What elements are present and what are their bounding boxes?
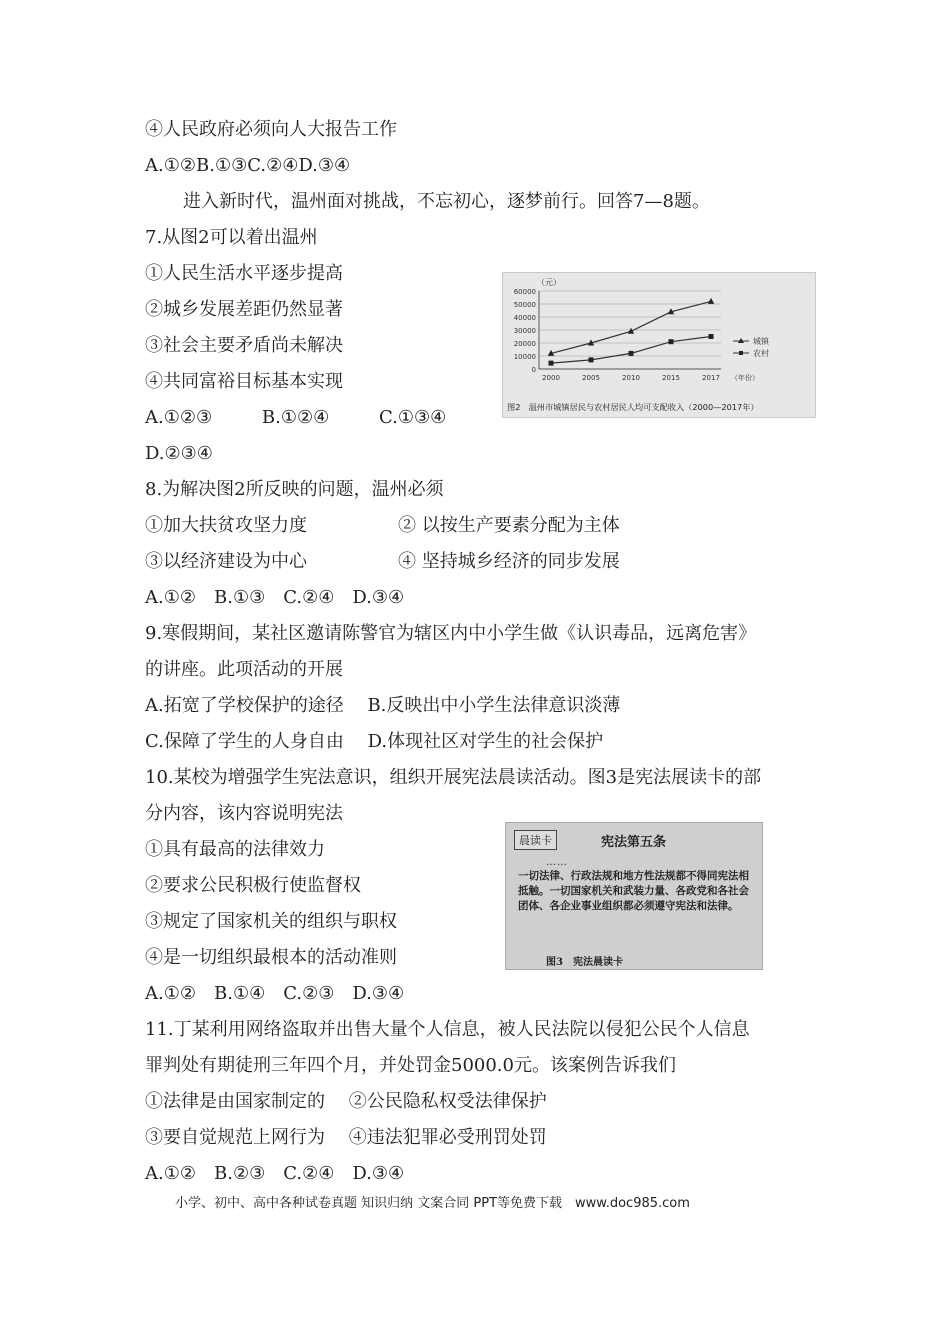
question-7-option-d: D.②③④ — [145, 443, 213, 464]
question-8-item-1: ①加大扶贫攻坚力度 — [145, 515, 307, 536]
y-tick-label: 20000 — [513, 340, 536, 348]
question-10-item-3: ③规定了国家机关的组织与职权 — [145, 911, 397, 932]
legend-label-城镇: 城镇 — [753, 337, 769, 346]
question-9-options-cd: C.保障了学生的人身自由 D.体现社区对学生的社会保护 — [145, 731, 604, 752]
question-11-items-12: ①法律是由国家制定的 ②公民隐私权受法律保护 — [145, 1091, 547, 1112]
line-prev-option-4: ④人民政府必须向人大报告工作 — [145, 119, 397, 140]
figure-2-chart — [502, 272, 816, 418]
data-point-农村 — [669, 339, 674, 344]
series-line-农村 — [551, 337, 711, 364]
question-11-items-34: ③要自觉规范上网行为 ④违法犯罪必受刑罚处罚 — [145, 1127, 547, 1148]
question-10-options: A.①② B.①④ C.②③ D.③④ — [145, 983, 405, 1004]
question-9-stem-cont: 的讲座。此项活动的开展 — [145, 659, 343, 680]
section-intro: 进入新时代，温州面对挑战，不忘初心，逐梦前行。回答7—8题。 — [183, 191, 710, 212]
figure-3-reading-card — [505, 822, 763, 970]
y-tick-label: 0 — [531, 366, 536, 374]
question-8-stem: 8.为解决图2所反映的问题，温州必须 — [145, 479, 444, 500]
card-tag: 晨读卡 — [514, 830, 557, 850]
card-caption: 图3 宪法晨读卡 — [546, 957, 623, 968]
x-tick-label: 2005 — [582, 374, 600, 382]
question-8-options: A.①② B.①③ C.②④ D.③④ — [145, 587, 405, 608]
y-tick-label: 50000 — [513, 301, 536, 309]
question-11-stem-cont: 罪判处有期徒刑三年四个月，并处罚金5000.0元。该案例告诉我们 — [145, 1055, 676, 1076]
option-c: C.①③④ — [378, 407, 447, 428]
y-axis-unit-label: （元） — [537, 278, 561, 287]
footer-banner: 小学、初中、高中各种试卷真题 知识归纳 文案合同 PPT等免费下载 www.doc985.com — [175, 1196, 690, 1211]
x-tick-label: 2015 — [662, 374, 680, 382]
x-tick-label: 2017 — [702, 374, 720, 382]
question-8-item-4: ④ 坚持城乡经济的同步发展 — [398, 551, 620, 572]
question-9-stem: 9.寒假期间，某社区邀请陈警官为辖区内中小学生做《认识毒品，远离危害》 — [145, 623, 757, 644]
chart-caption: 图2 温州市城镇居民与农村居民人均可支配收入（2000—2017年） — [507, 402, 759, 412]
legend-marker-农村 — [739, 351, 743, 355]
y-tick-label: 10000 — [513, 353, 536, 361]
question-10-item-4: ④是一切组织最根本的活动准则 — [145, 947, 397, 968]
card-ellipsis: …… — [546, 857, 568, 868]
question-8-item-2: ② 以按生产要素分配为主体 — [398, 515, 620, 536]
data-point-农村 — [709, 334, 714, 339]
y-tick-label: 60000 — [513, 288, 536, 296]
question-10-stem-cont: 分内容，该内容说明宪法 — [145, 803, 343, 824]
y-tick-label: 40000 — [513, 314, 536, 322]
x-tick-label: 2000 — [542, 374, 560, 382]
question-9-options-ab: A.拓宽了学校保护的途径 B.反映出中小学生法律意识淡薄 — [145, 695, 621, 716]
question-7-item-4: ④共同富裕目标基本实现 — [145, 371, 343, 392]
question-11-options: A.①② B.②③ C.②④ D.③④ — [145, 1163, 405, 1184]
x-axis-unit-label: （年份） — [731, 374, 759, 382]
question-10-item-1: ①具有最高的法律效力 — [145, 839, 325, 860]
question-11-stem: 11.丁某利用网络盗取并出售大量个人信息，被人民法院以侵犯公民个人信息 — [145, 1019, 750, 1040]
question-10-item-2: ②要求公民积极行使监督权 — [145, 875, 361, 896]
income-line-chart — [503, 273, 815, 417]
question-7-stem: 7.从图2可以着出温州 — [145, 227, 318, 248]
question-7-options — [145, 406, 446, 430]
data-point-农村 — [549, 361, 554, 366]
data-point-农村 — [629, 351, 634, 356]
card-title: 宪法第五条 — [601, 835, 667, 850]
option-b: B.①②④ — [261, 407, 330, 428]
question-7-item-1: ①人民生活水平逐步提高 — [145, 263, 343, 284]
y-tick-label: 30000 — [513, 327, 536, 335]
data-point-城镇 — [708, 298, 714, 304]
prev-question-options: A.①②B.①③C.②④D.③④ — [145, 155, 351, 176]
question-7-item-3: ③社会主要矛盾尚未解决 — [145, 335, 343, 356]
x-tick-label: 2010 — [622, 374, 640, 382]
option-a: A.①②③ — [145, 407, 213, 428]
question-10-stem: 10.某校为增强学生宪法意识，组织开展宪法晨读活动。图3是宪法展读卡的部 — [145, 767, 762, 788]
series-line-城镇 — [551, 301, 711, 353]
legend-label-农村: 农村 — [753, 349, 769, 358]
data-point-农村 — [589, 357, 594, 362]
question-8-item-3: ③以经济建设为中心 — [145, 551, 307, 572]
question-7-item-2: ②城乡发展差距仍然显著 — [145, 299, 343, 320]
card-body-text: 一切法律、行政法规和地方性法规都不得同宪法相抵触。一切国家机关和武装力量、各政党和各社会团体、各企业事业组织都必须遵守宪法和法律。 — [518, 870, 749, 912]
